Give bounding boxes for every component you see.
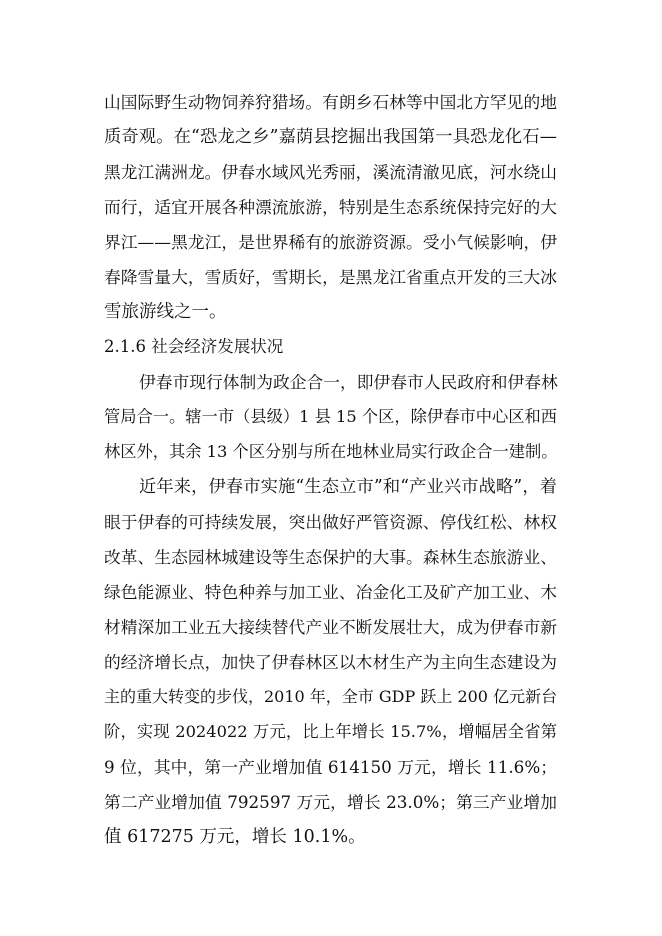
paragraph3-line-5: 材精深加工业五大接续替代产业不断发展壮大，成为伊春市新	[104, 617, 557, 637]
paragraph1-line-6: 春降雪量大，雪质好，雪期长，是黑龙江省重点开发的三大冰	[104, 267, 557, 287]
paragraph3-line-6: 的经济增长点，加快了伊春林区以木材生产为主向生态建设为	[104, 652, 557, 672]
paragraph2-line-3: 林区外，其余 13 个区分别与所在地林业局实行政企合一建制。	[104, 442, 558, 461]
paragraph1-line-1: 山国际野生动物饲养狩猎场。有朗乡石林等中国北方罕见的地	[104, 92, 557, 112]
section-heading: 2.1.6 社会经济发展状况	[104, 337, 284, 356]
paragraph2-line-1: 伊春市现行体制为政企合一，即伊春市人民政府和伊春林	[139, 372, 558, 392]
paragraph3-line-10: 第二产业增加值 792597 万元，增长 23.0%；第三产业增加	[104, 792, 557, 812]
paragraph1-line-4: 而行，适宜开展各种漂流旅游，特别是生态系统保持完好的大	[104, 197, 557, 217]
paragraph3-line-9: 9 位，其中，第一产业增加值 614150 万元，增长 11.6%；	[104, 757, 557, 777]
paragraph2-line-2: 管局合一。辖一市（县级）1 县 15 个区，除伊春市中心区和西	[104, 407, 557, 426]
paragraph3-line-3: 改革、生态园林城建设等生态保护的大事。森林生态旅游业、	[104, 547, 557, 567]
paragraph1-line-2: 质奇观。在“恐龙之乡”嘉荫县挖掘出我国第一具恐龙化石—	[104, 127, 557, 147]
paragraph3-line-2: 眼于伊春的可持续发展，突出做好严管资源、停伐红松、林权	[104, 512, 557, 532]
paragraph3-line-7: 主的重大转变的步伐，2010 年，全市 GDP 跃上 200 亿元新台	[104, 687, 558, 706]
paragraph1-line-3: 黑龙江满洲龙。伊春水域风光秀丽，溪流清澈见底，河水绕山	[104, 162, 557, 182]
paragraph3-line-11: 值 617275 万元，增长 10.1%。	[104, 827, 366, 847]
paragraph1-line-5: 界江——黑龙江，是世界稀有的旅游资源。受小气候影响，伊	[104, 232, 557, 252]
paragraph3-line-1: 近年来，伊春市实施“生态立市”和“产业兴市战略”，着	[139, 477, 557, 497]
paragraph3-line-8: 阶，实现 2024022 万元，比上年增长 15.7%，增幅居全省第	[104, 722, 557, 741]
paragraph1-line-7: 雪旅游线之一。	[104, 302, 227, 322]
paragraph3-line-4: 绿色能源业、特色种养与加工业、冶金化工及矿产加工业、木	[104, 582, 557, 602]
